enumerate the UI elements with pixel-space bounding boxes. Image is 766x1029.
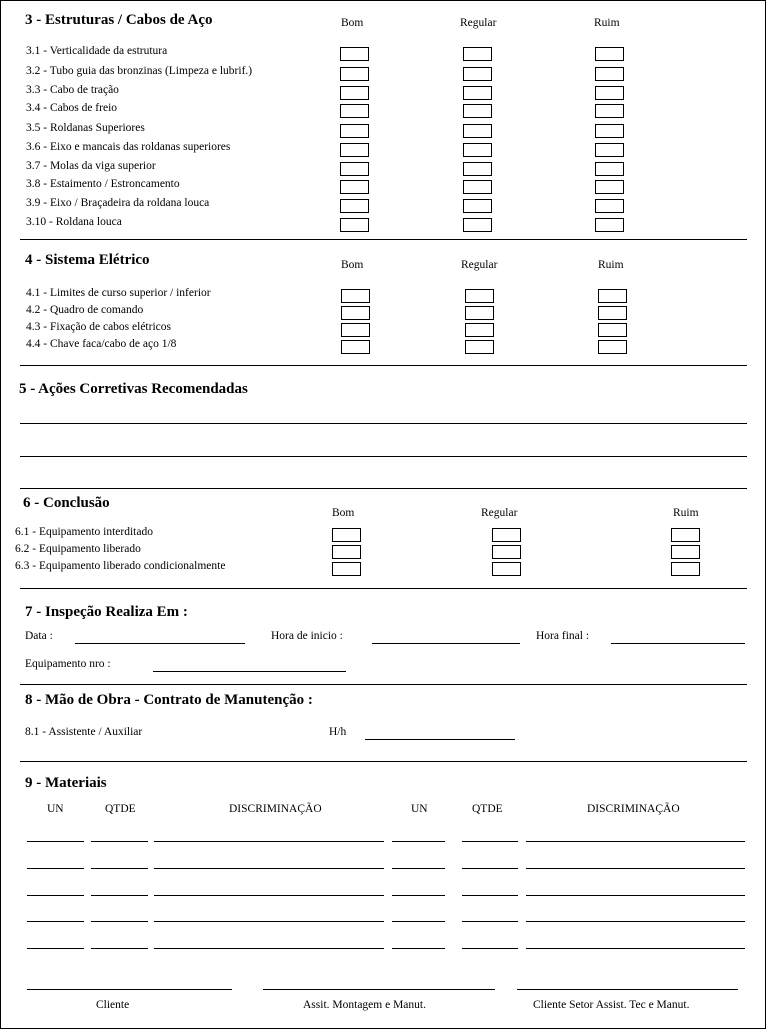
section3-checkbox-good[interactable] [340,124,369,138]
section3-checkbox-bad[interactable] [595,86,624,100]
section6-checkbox-bad[interactable] [671,528,700,542]
section4-header-good: Bom [341,259,364,271]
section6-checkbox-regular[interactable] [492,528,521,542]
section3-item-label: 3.9 - Eixo / Braçadeira da roldana louca [26,197,210,209]
section6-item-label: 6.1 - Equipamento interditado [15,526,153,538]
materials-field-line[interactable] [154,948,384,949]
materials-field-line[interactable] [526,895,745,896]
corrective-action-line-3[interactable] [20,488,747,489]
materials-field-line[interactable] [526,841,745,842]
section3-checkbox-good[interactable] [340,86,369,100]
section3-checkbox-regular[interactable] [463,162,492,176]
materials-field-line[interactable] [27,948,84,949]
materials-field-line[interactable] [91,921,148,922]
materials-field-line[interactable] [526,868,745,869]
materials-field-line[interactable] [27,841,84,842]
section3-checkbox-regular[interactable] [463,47,492,61]
section4-checkbox-bad[interactable] [598,340,627,354]
equipment-number-field[interactable] [153,671,346,672]
materials-field-line[interactable] [462,868,518,869]
section6-checkbox-good[interactable] [332,528,361,542]
section4-checkbox-bad[interactable] [598,289,627,303]
section4-item-label: 4.2 - Quadro de comando [26,304,144,316]
section3-checkbox-bad[interactable] [595,47,624,61]
section4-checkbox-bad[interactable] [598,323,627,337]
section-divider [20,239,747,240]
section3-item-label: 3.2 - Tubo guia das bronzinas (Limpeza e lubrif.) [26,65,253,77]
section3-header-regular: Regular [460,17,497,29]
section6-item-label: 6.2 - Equipamento liberado [15,543,141,555]
materials-field-line[interactable] [154,895,384,896]
section9-title: 9 - Materiais [25,775,107,791]
section3-checkbox-bad[interactable] [595,104,624,118]
section4-checkbox-good[interactable] [341,306,370,320]
section4-item-label: 4.4 - Chave faca/cabo de aço 1/8 [26,338,177,350]
section-divider [20,761,747,762]
section4-checkbox-regular[interactable] [465,289,494,303]
section3-checkbox-regular[interactable] [463,199,492,213]
section6-item-label: 6.3 - Equipamento liberado condicionalmente [15,560,226,572]
section3-header-bad: Ruim [594,17,620,29]
section4-item-label: 4.1 - Limites de curso superior / inferior [26,287,211,299]
hh-field[interactable] [365,739,515,740]
section3-checkbox-good[interactable] [340,47,369,61]
materials-col-un-2: UN [411,803,428,815]
section4-checkbox-good[interactable] [341,289,370,303]
section4-header-bad: Ruim [598,259,624,271]
materials-field-line[interactable] [392,921,445,922]
materials-col-discriminacao-2: DISCRIMINAÇÃO [587,803,680,815]
section4-checkbox-regular[interactable] [465,306,494,320]
section3-checkbox-bad[interactable] [595,143,624,157]
materials-field-line[interactable] [526,921,745,922]
materials-field-line[interactable] [462,841,518,842]
section3-item-label: 3.5 - Roldanas Superiores [26,122,145,134]
materials-field-line[interactable] [91,868,148,869]
section3-item-label: 3.10 - Roldana louca [26,216,122,228]
section3-item-label: 3.1 - Verticalidade da estrutura [26,45,168,57]
section6-checkbox-good[interactable] [332,562,361,576]
section3-checkbox-regular[interactable] [463,143,492,157]
section-divider [20,684,747,685]
section8-title: 8 - Mão de Obra - Contrato de Manutenção : [25,692,313,708]
assistant-label: 8.1 - Assistente / Auxiliar [25,726,143,738]
section3-checkbox-bad[interactable] [595,218,624,232]
materials-field-line[interactable] [27,895,84,896]
section3-checkbox-regular[interactable] [463,86,492,100]
section6-checkbox-regular[interactable] [492,545,521,559]
section4-checkbox-good[interactable] [341,340,370,354]
signature-line-client[interactable] [27,989,232,990]
section3-checkbox-bad[interactable] [595,124,624,138]
end-time-label: Hora final : [536,630,590,642]
signature-line-tech[interactable] [517,989,738,990]
section6-header-good: Bom [332,507,355,519]
section3-checkbox-good[interactable] [340,162,369,176]
end-time-field[interactable] [611,643,745,644]
materials-field-line[interactable] [462,921,518,922]
section5-title: 5 - Ações Corretivas Recomendadas [19,381,248,397]
section6-checkbox-bad[interactable] [671,545,700,559]
materials-field-line[interactable] [462,948,518,949]
section3-item-label: 3.3 - Cabo de tração [26,84,119,96]
materials-field-line[interactable] [91,895,148,896]
section6-checkbox-good[interactable] [332,545,361,559]
materials-field-line[interactable] [154,868,384,869]
materials-field-line[interactable] [526,948,745,949]
section3-checkbox-good[interactable] [340,218,369,232]
section-divider [20,365,747,366]
materials-field-line[interactable] [392,841,445,842]
section6-header-regular: Regular [481,507,518,519]
materials-col-discriminacao-1: DISCRIMINAÇÃO [229,803,322,815]
section3-checkbox-regular[interactable] [463,67,492,81]
section3-title: 3 - Estruturas / Cabos de Aço [25,12,213,28]
section4-checkbox-regular[interactable] [465,340,494,354]
corrective-action-line-2[interactable] [20,456,747,457]
section3-checkbox-regular[interactable] [463,124,492,138]
section3-checkbox-good[interactable] [340,67,369,81]
section6-checkbox-bad[interactable] [671,562,700,576]
materials-field-line[interactable] [154,921,384,922]
section7-title: 7 - Inspeção Realiza Em : [25,604,188,620]
start-time-field[interactable] [372,643,520,644]
date-label: Data : [25,630,53,642]
section3-checkbox-regular[interactable] [463,180,492,194]
corrective-action-line-1[interactable] [20,423,747,424]
section-divider [20,588,747,589]
section6-header-bad: Ruim [673,507,699,519]
section3-checkbox-regular[interactable] [463,218,492,232]
section6-title: 6 - Conclusão [23,495,110,511]
signature-line-assist[interactable] [263,989,495,990]
section3-checkbox-good[interactable] [340,180,369,194]
start-time-label: Hora de inicio : [271,630,343,642]
section3-checkbox-bad[interactable] [595,67,624,81]
signature-tech-label: Cliente Setor Assist. Tec e Manut. [533,999,690,1011]
section6-checkbox-regular[interactable] [492,562,521,576]
section3-item-label: 3.7 - Molas da viga superior [26,160,156,172]
signature-client-label: Cliente [96,999,130,1011]
materials-field-line[interactable] [462,895,518,896]
date-field[interactable] [75,643,245,644]
section4-checkbox-regular[interactable] [465,323,494,337]
materials-field-line[interactable] [154,841,384,842]
section3-checkbox-good[interactable] [340,104,369,118]
materials-field-line[interactable] [91,948,148,949]
materials-field-line[interactable] [392,895,445,896]
section3-checkbox-bad[interactable] [595,199,624,213]
materials-field-line[interactable] [27,868,84,869]
materials-field-line[interactable] [91,841,148,842]
materials-col-qtde-1: QTDE [105,803,136,815]
section3-item-label: 3.4 - Cabos de freio [26,102,118,114]
materials-field-line[interactable] [392,948,445,949]
signature-assist-label: Assit. Montagem e Manut. [303,999,426,1011]
hh-label: H/h [329,726,347,738]
section4-checkbox-bad[interactable] [598,306,627,320]
section3-item-label: 3.8 - Estaimento / Estroncamento [26,178,180,190]
section4-checkbox-good[interactable] [341,323,370,337]
section3-checkbox-good[interactable] [340,143,369,157]
materials-field-line[interactable] [27,921,84,922]
section3-checkbox-bad[interactable] [595,162,624,176]
section4-title: 4 - Sistema Elétrico [25,252,150,268]
equipment-number-label: Equipamento nro : [25,658,111,670]
section3-checkbox-good[interactable] [340,199,369,213]
materials-field-line[interactable] [392,868,445,869]
materials-col-un-1: UN [47,803,64,815]
section4-header-regular: Regular [461,259,498,271]
section3-checkbox-regular[interactable] [463,104,492,118]
section4-item-label: 4.3 - Fixação de cabos elétricos [26,321,171,333]
section3-item-label: 3.6 - Eixo e mancais das roldanas superiores [26,141,231,153]
section3-header-good: Bom [341,17,364,29]
section3-checkbox-bad[interactable] [595,180,624,194]
materials-col-qtde-2: QTDE [472,803,503,815]
